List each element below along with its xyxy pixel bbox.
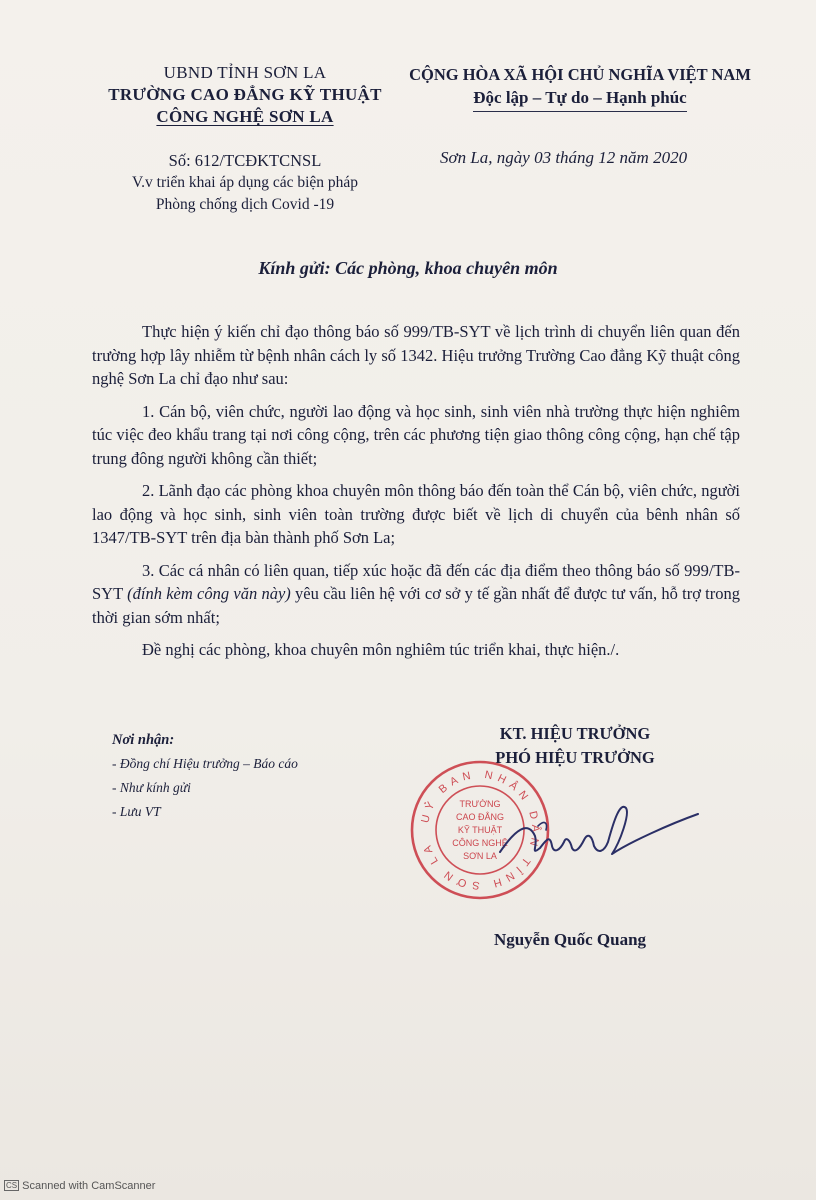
svg-text:CAO ĐẲNG: CAO ĐẲNG: [455, 812, 505, 822]
svg-text:CÔNG NGHỆ: CÔNG NGHỆ: [452, 838, 508, 848]
issuer-parent: UBND TỈNH SƠN LA: [163, 63, 327, 82]
scanner-watermark: [4, 1180, 155, 1192]
subject-line-2: Phòng chống dịch Covid -19: [155, 196, 335, 213]
national-title: CỘNG HÒA XÃ HỘI CHỦ NGHĨA VIỆT NAM: [409, 65, 751, 84]
body-closing: Đề nghị các phòng, khoa chuyên môn nghiêm túc triển khai, thực hiện./.: [142, 640, 620, 659]
greeting: Kính gửi: Các phòng, khoa chuyên môn: [258, 258, 558, 278]
date-line: Sơn La, ngày 03 tháng 12 năm 2020: [440, 148, 688, 167]
body-item-1: 1. Cán bộ, viên chức, người lao động và học sinh, sinh viên nhà trường thực hiện nghiêm túc việc đeo khẩu trang tại nơi công cộng, trên các phương tiện giao thông công cộng, hạn chế tập trung đông người không cần thiết;: [92, 401, 740, 468]
recipient-item: - Đồng chí Hiệu trưởng – Báo cáo: [112, 756, 298, 771]
issuer-name-line2: CÔNG NGHỆ SƠN LA: [156, 107, 334, 126]
issuer-name-line1: TRƯỜNG CAO ĐẲNG KỸ THUẬT: [108, 85, 382, 104]
recipient-item: - Lưu VT: [112, 804, 161, 819]
issuer-header: [95, 62, 395, 128]
signature-title-1: KT. HIỆU TRƯỞNG: [499, 724, 651, 743]
svg-text:SƠN LA: SƠN LA: [463, 851, 497, 861]
national-motto: Độc lập – Tự do – Hạnh phúc: [473, 86, 686, 112]
document-body: [92, 320, 740, 671]
recipient-item: - Như kính gửi: [112, 780, 191, 795]
body-item-3-italic: (đính kèm công văn này): [127, 584, 291, 603]
svg-text:KỸ THUẬT: KỸ THUẬT: [457, 825, 503, 835]
signature-title-2: PHÓ HIỆU TRƯỞNG: [495, 748, 655, 767]
svg-text:TRƯỜNG: TRƯỜNG: [459, 799, 501, 809]
body-item-3-text-b: yêu cầu liên hệ với cơ sở y tế gần nhất để được tư vấn, hỗ trợ trong thời gian sớm nhất;: [92, 584, 741, 627]
body-item-2: 2. Lãnh đạo các phòng khoa chuyên môn thông báo đến toàn thể Cán bộ, viên chức, người lao động và học sinh, sinh viên toàn trường được biết về lịch di chuyển của bênh nhân số 1347/TB-SYT trên địa bàn thành phố Sơn La;: [92, 481, 740, 547]
camscanner-logo-icon: CS: [6, 1181, 18, 1190]
recipients-title: Nơi nhận:: [112, 732, 175, 748]
recipients-block: [112, 728, 372, 824]
document-number: Số: 612/TCĐKTCNSL: [168, 151, 322, 170]
svg-text:UỶ BAN NHÂN DÂN TỈNH SƠN LA: UỶ BAN NHÂN DÂN TỈNH SƠN LA: [419, 768, 542, 892]
subject-line-1: V.v triển khai áp dụng các biện pháp: [131, 174, 359, 191]
handwritten-signature-icon: [480, 790, 710, 880]
signer-name: Nguyễn Quốc Quang: [493, 930, 647, 949]
body-item-3: [92, 559, 740, 630]
body-item-3-text-a: 3. Các cá nhân có liên quan, tiếp xúc hoặc đã đến các địa điểm theo thông báo số 999/TB-SYT: [92, 560, 740, 603]
body-intro: Thực hiện ý kiến chỉ đạo thông báo số 999/TB-SYT về lịch trình di chuyển liên quan đến trường hợp lây nhiễm từ bệnh nhân cách ly số 1342. Hiệu trưởng Trường Cao đẳng Kỹ thuật công nghệ Sơn La chỉ đạo như sau:: [92, 322, 740, 388]
document-number-block: [95, 150, 395, 216]
national-header: [400, 64, 760, 112]
scanner-watermark-text: Scanned with CamScanner: [22, 1180, 156, 1192]
